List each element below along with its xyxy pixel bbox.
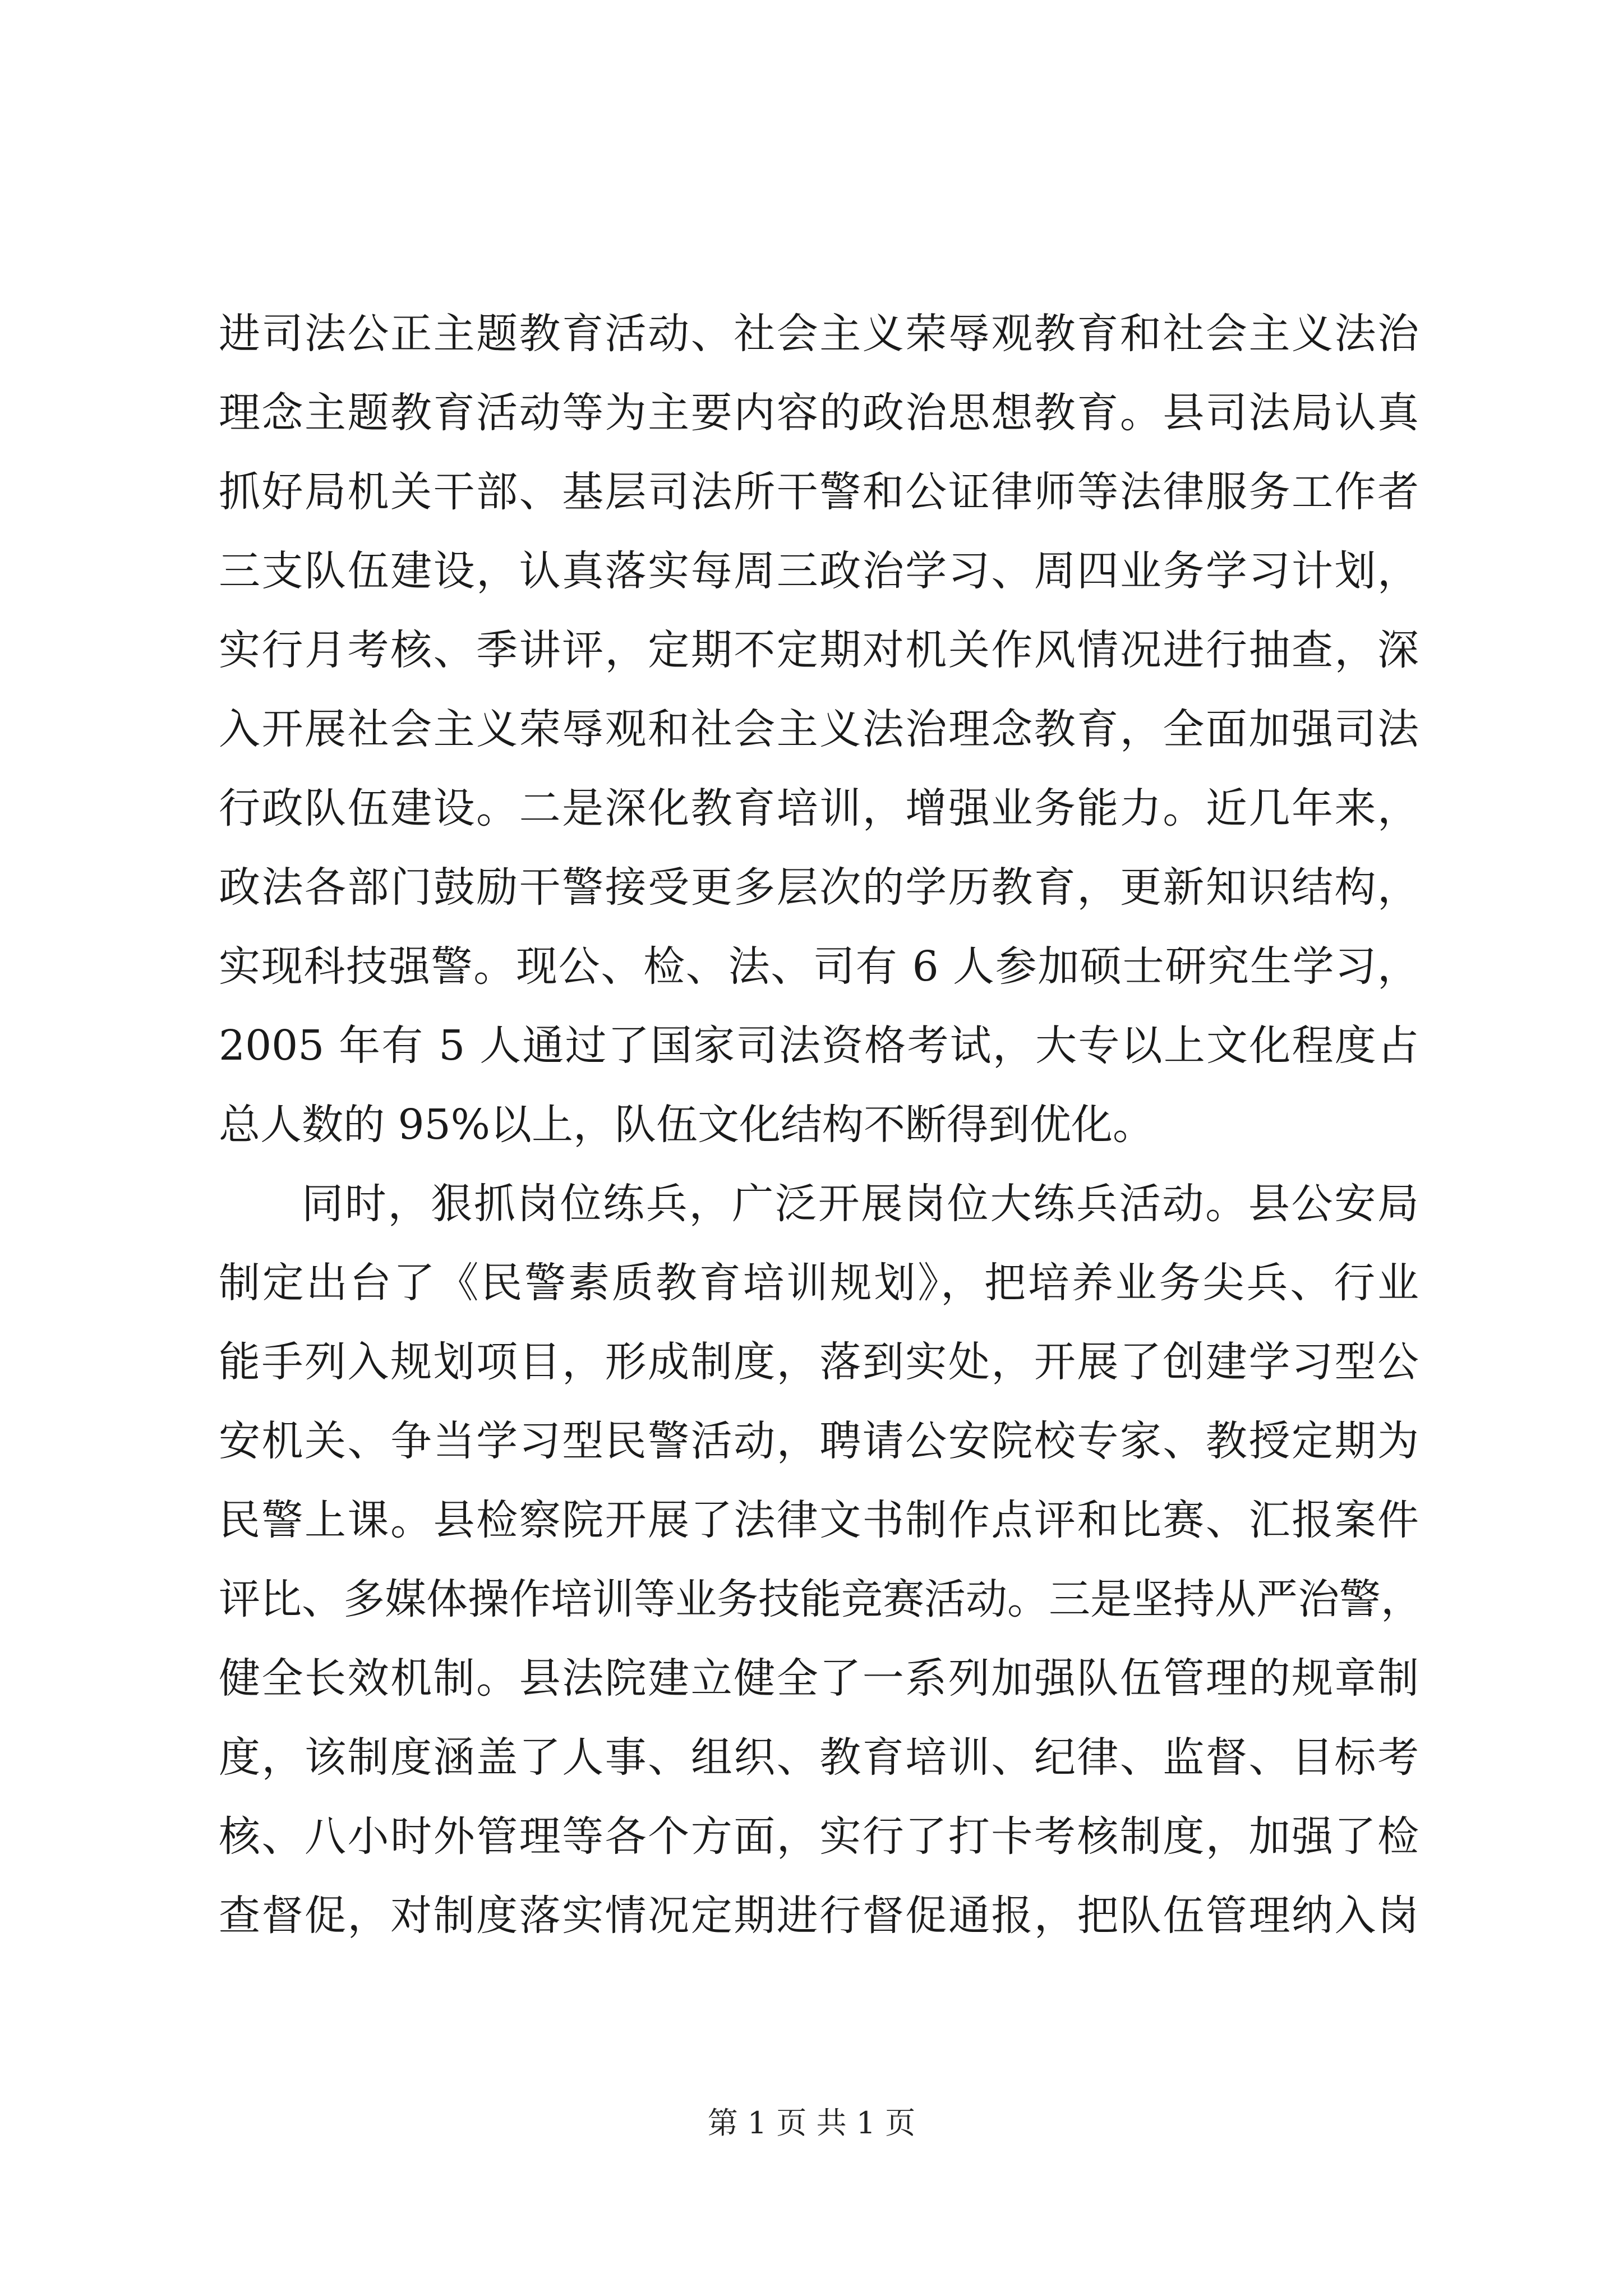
paragraph-1-line-3: 抓好局机关干部、基层司法所干警和公证律师等法律服务工作者 <box>219 468 1419 516</box>
paragraph-2-line-6: 评比、多媒体操作培训等业务技能竞赛活动。三是坚持从严治警， <box>219 1575 1422 1623</box>
paragraph-2-line-3: 能手列入规划项目，形成制度，落到实处，开展了创建学习型公 <box>219 1338 1419 1386</box>
paragraph-1-line-8: 政法各部门鼓励干警接受更多层次的学历教育，更新知识结构， <box>219 863 1419 912</box>
paragraph-1-line-4: 三支队伍建设，认真落实每周三政治学习、周四业务学习计划， <box>219 547 1419 595</box>
paragraph-1-line-1: 进司法公正主题教育活动、社会主义荣辱观教育和社会主义法治 <box>219 310 1419 358</box>
page-footer <box>0 2101 1623 2146</box>
paragraph-1-line-10: 2005 年有 5 人通过了国家司法资格考试，大专以上文化程度占 <box>219 1022 1419 1070</box>
paragraph-2-line-10: 查督促，对制度落实情况定期进行督促通报，把队伍管理纳入岗 <box>219 1892 1419 1940</box>
paragraph-2-line-5: 民警上课。县检察院开展了法律文书制作点评和比赛、汇报案件 <box>219 1496 1419 1544</box>
paragraph-1-line-7: 行政队伍建设。二是深化教育培训，增强业务能力。近几年来， <box>219 784 1419 832</box>
paragraph-2-line-4: 安机关、争当学习型民警活动，聘请公安院校专家、教授定期为 <box>219 1417 1419 1465</box>
paragraph-2-line-1: 同时，狠抓岗位练兵，广泛开展岗位大练兵活动。县公安局 <box>302 1180 1419 1228</box>
paragraph-1-line-6: 入开展社会主义荣辱观和社会主义法治理念教育，全面加强司法 <box>219 705 1419 753</box>
paragraph-2-line-8: 度，该制度涵盖了人事、组织、教育培训、纪律、监督、目标考 <box>219 1733 1419 1782</box>
paragraph-1-line-11: 总人数的 95%以上，队伍文化结构不断得到优化。 <box>219 1101 1154 1149</box>
paragraph-2-line-2: 制定出台了《民警素质教育培训规划》，把培养业务尖兵、行业 <box>219 1259 1419 1307</box>
paragraph-2-line-7: 健全长效机制。县法院建立健全了一系列加强队伍管理的规章制 <box>219 1654 1419 1703</box>
page-number-label: 第 1 页 共 1 页 <box>707 2105 916 2141</box>
paragraph-2-line-9: 核、八小时外管理等各个方面，实行了打卡考核制度，加强了检 <box>219 1812 1419 1861</box>
paragraph-1-line-9: 实现科技强警。现公、检、法、司有 6 人参加硕士研究生学习， <box>219 942 1419 991</box>
paragraph-1-line-2: 理念主题教育活动等为主要内容的政治思想教育。县司法局认真 <box>219 389 1419 437</box>
document-body <box>219 295 1422 1955</box>
paragraph-1-line-5: 实行月考核、季讲评，定期不定期对机关作风情况进行抽查，深 <box>219 626 1419 674</box>
